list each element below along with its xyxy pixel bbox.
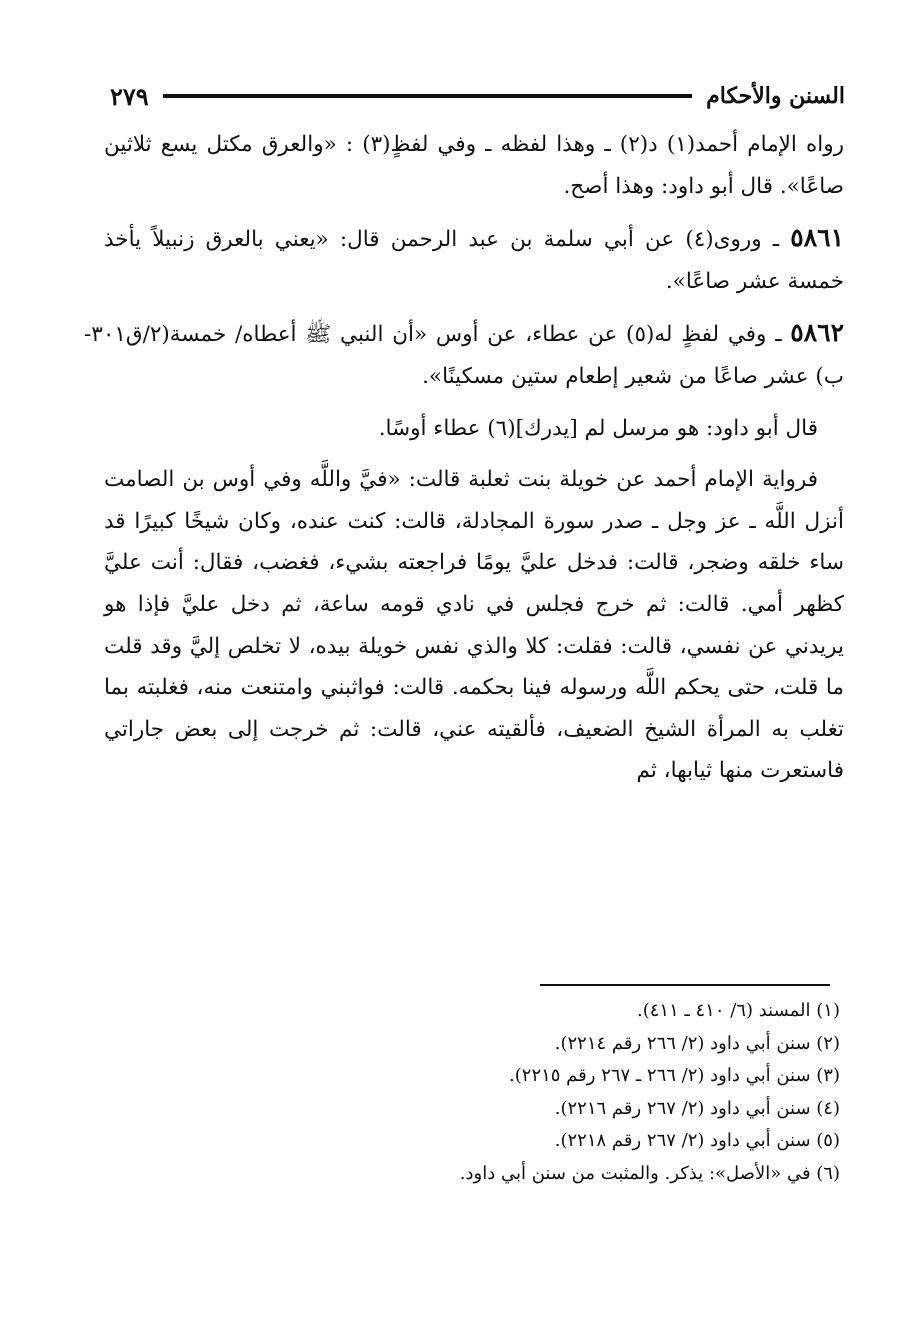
header-rule bbox=[163, 94, 692, 98]
footnotes bbox=[330, 995, 840, 1190]
footnote-item: (٣) سنن أبي داود (٢/ ٢٦٦ ـ ٢٦٧ رقم ٢٢١٥). bbox=[509, 1065, 840, 1086]
paragraph-text: رواه الإمام أحمد(١) د(٢) ـ وهذا لفظه ـ وفي لفظٍ(٣) : «والعرق مكتل يسع ثلاثين صاعًا». قال أبو داود: وهذا أصح. bbox=[104, 132, 844, 199]
hadith-5862 bbox=[84, 312, 844, 397]
hadith-number: ٥٨٦٢ bbox=[790, 318, 844, 348]
paragraph-text: ـ وروى(٤) عن أبي سلمة بن عبد الرحمن قال: «يعني بالعرق زنبيلاً يأخذ خمسة عشر صاعًا». bbox=[104, 227, 844, 294]
paragraph-khuwaylah bbox=[104, 459, 844, 792]
paragraph-narration bbox=[104, 124, 844, 207]
page-header bbox=[110, 76, 845, 116]
footnote-item: (٥) سنن أبي داود (٢/ ٢٦٧ رقم ٢٢١٨). bbox=[554, 1130, 840, 1151]
footnote-item: (١) المسند (٦/ ٤١٠ ـ ٤١١). bbox=[637, 1000, 840, 1021]
main-text bbox=[84, 124, 845, 792]
paragraph-text: فرواية الإمام أحمد عن خويلة بنت ثعلبة قالت: «فيَّ واللَّه وفي أوس بن الصامت أنزل اللَّه ـ عز وجل ـ صدر سورة المجادلة، قالت: كنت عنده، وكان شيخًا كبيرًا قد ساء خلقه وضجر، قالت: فدخل عليَّ يومًا فراجعته بشيء، فغضب، فقال: أنت عليَّ كظهر أمي. قالت: ثم خرج فجلس في نادي قومه ساعة، ثم دخل عليَّ فإذا هو يريدني عن نفسي، قالت: فقلت: كلا والذي نفس خويلة بيده، لا تخلص إليَّ وقد قلت ما قلت، حتى يحكم اللَّه ورسوله فينا بحكمه. قالت: فواثبني وامتنعت منه، فغلبته بما تغلب به المرأة الشيخ الضعيف، فألقيته عني، قالت: ثم خرجت إلى بعض جاراتي فاستعرت منها ثيابها، ثم bbox=[104, 467, 844, 784]
footnote-item: (٤) سنن أبي داود (٢/ ٢٦٧ رقم ٢٢١٦). bbox=[554, 1097, 840, 1119]
paragraph-text: ـ وفي لفظٍ له(٥) عن عطاء، عن أوس «أن النبي ﷺ أعطاه/ خمسة(٢/ق٣٠١-ب) عشر صاعًا من شعير إطعام ستين مسكينًا». bbox=[84, 322, 844, 389]
footnote-item: (٢) سنن أبي داود (٢/ ٢٦٦ رقم ٢٢١٤). bbox=[554, 1032, 840, 1054]
hadith-5861 bbox=[104, 217, 844, 302]
page-number: ٢٧٩ bbox=[110, 81, 149, 111]
running-title: السنن والأحكام bbox=[706, 83, 845, 109]
paragraph-abu-dawud bbox=[104, 408, 844, 450]
footnote-rule bbox=[540, 984, 830, 986]
hadith-number: ٥٨٦١ bbox=[790, 223, 845, 253]
paragraph-text: قال أبو داود: هو مرسل لم [يدرك](٦) عطاء أوسًا. bbox=[378, 415, 818, 441]
footnote-item: (٦) في «الأصل»: يذكر. والمثبت من سنن أبي داود. bbox=[459, 1162, 840, 1184]
